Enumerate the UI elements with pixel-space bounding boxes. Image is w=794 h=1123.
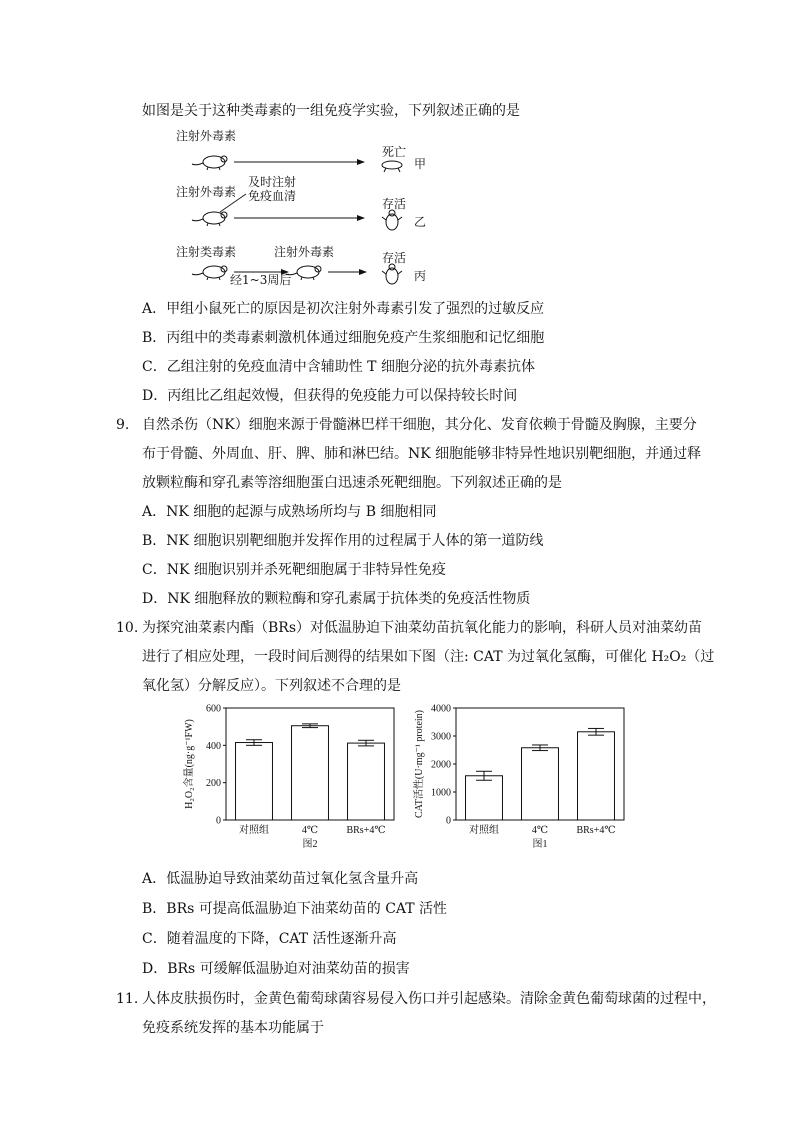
q10-stem-line3: 氧化氢）分解反应）。下列叙述不合理的是 [142,678,401,694]
y-axis-label: H₂O₂含量(ng·g⁻¹FW) [184,719,195,809]
q8-option-c: C．乙组注射的免疫血清中含辅助性 T 细胞分泌的抗外毒素抗体 [142,359,535,375]
row3-group: 丙 [414,269,427,283]
dead-mouse-icon [382,161,402,172]
row3-result: 存活 [382,251,407,265]
q10-number: 10. [116,620,139,636]
q9-number: 9. [116,417,130,433]
y-tick-label: 4000 [431,703,451,715]
living-mouse-icon [382,264,402,284]
q9-stem-line2: 布于骨髓、外周血、肝、脾、肺和淋巴结。NK 细胞能够非特异性地识别靶细胞，并通过释 [142,446,702,462]
row2-extra-line2: 免疫血清 [248,189,297,203]
mouse-icon [192,266,227,280]
category-label: 对照组 [239,825,269,836]
y-tick-label: 200 [206,778,221,790]
y-tick-label: 400 [206,740,221,752]
y-tick-label: 1000 [431,787,451,799]
q10-option-c: C．随着温度的下降，CAT 活性逐渐升高 [142,931,397,947]
row2-extra-line1: 及时注射 [248,175,297,189]
q8-option-b: B．丙组中的类毒素刺激机体通过细胞免疫产生浆细胞和记忆细胞 [142,330,545,346]
q8-stem: 如图是关于这种类毒素的一组免疫学实验，下列叙述正确的是 [142,103,520,119]
q9-option-a: A．NK 细胞的起源与成熟场所均与 B 细胞相同 [142,504,437,520]
bar [348,743,385,820]
bar [578,732,615,820]
row3-label1: 注射类毒素 [176,245,237,259]
q8-option-a: A．甲组小鼠死亡的原因是初次注射外毒素引发了强烈的过敏反应 [142,301,545,317]
q9-option-d: D．NK 细胞释放的颗粒酶和穿孔素属于抗体类的免疫活性物质 [142,591,531,607]
y-tick-label: 0 [446,815,451,827]
bar [466,776,503,820]
q10-stem-line1: 为探究油菜素内酯（BRs）对低温胁迫下油菜幼苗抗氧化能力的影响，科研人员对油菜幼苗 [142,620,703,636]
living-mouse-icon [382,210,402,230]
row1-group: 甲 [414,157,427,171]
row1-result: 死亡 [382,145,407,159]
row3-interval: 经1~3周后 [230,273,292,287]
category-label: BRs+4℃ [576,825,616,836]
row2-label: 注射外毒素 [176,185,237,199]
bar [522,748,559,820]
chart-title: 图1 [532,839,548,850]
q10-option-d: D．BRs 可缓解低温胁迫对油菜幼苗的损害 [142,961,410,977]
immunology-experiment-figure [170,126,440,288]
bar [236,743,273,820]
row2-group: 乙 [414,215,427,229]
y-tick-label: 3000 [431,731,451,743]
q11-stem-line2: 免疫系统发挥的基本功能属于 [142,1020,324,1036]
y-tick-label: 2000 [431,759,451,771]
y-axis-label: CAT活性(U·mg⁻¹ protein) [414,710,425,818]
y-tick-label: 0 [216,815,221,827]
row3-label2: 注射外毒素 [274,245,335,259]
q9-option-b: B．NK 细胞识别靶细胞并发挥作用的过程属于人体的第一道防线 [142,533,544,549]
row2-result: 存活 [382,197,407,211]
h2o2-content-chart [180,700,410,860]
category-label: 对照组 [469,825,499,836]
mouse-icon [192,156,227,170]
category-label: BRs+4℃ [346,825,386,836]
q10-stem-line2: 进行了相应处理，一段时间后测得的结果如下图（注: CAT 为过氧化氢酶，可催化 H₂O₂（过 [142,649,715,665]
q9-stem-line3: 放颗粒酶和穿孔素等溶细胞蛋白迅速杀死靶细胞。下列叙述正确的是 [142,475,562,491]
row1-label: 注射外毒素 [176,129,237,143]
category-label: 4℃ [531,825,549,836]
y-tick-label: 600 [206,703,221,715]
q10-option-a: A．低温胁迫导致油菜幼苗过氧化氢含量升高 [142,871,419,887]
q10-option-b: B．BRs 可提高低温胁迫下油菜幼苗的 CAT 活性 [142,901,448,917]
q8-option-d: D．丙组比乙组起效慢，但获得的免疫能力可以保持较长时间 [142,388,518,404]
bar [292,726,329,820]
q11-number: 11. [116,991,139,1007]
category-label: 4℃ [301,825,319,836]
q11-stem-line1: 人体皮肤损伤时，金黄色葡萄球菌容易侵入伤口并引起感染。清除金黄色葡萄球菌的过程中， [142,991,716,1007]
cat-activity-chart [410,700,640,860]
q9-option-c: C．NK 细胞识别并杀死靶细胞属于非特异性免疫 [142,562,446,578]
q9-stem-line1: 自然杀伤（NK）细胞来源于骨髓淋巴样干细胞，其分化、发育依赖于骨髓及胸腺，主要分 [142,417,697,433]
mouse-icon [192,212,227,226]
chart-title: 图2 [302,839,318,850]
